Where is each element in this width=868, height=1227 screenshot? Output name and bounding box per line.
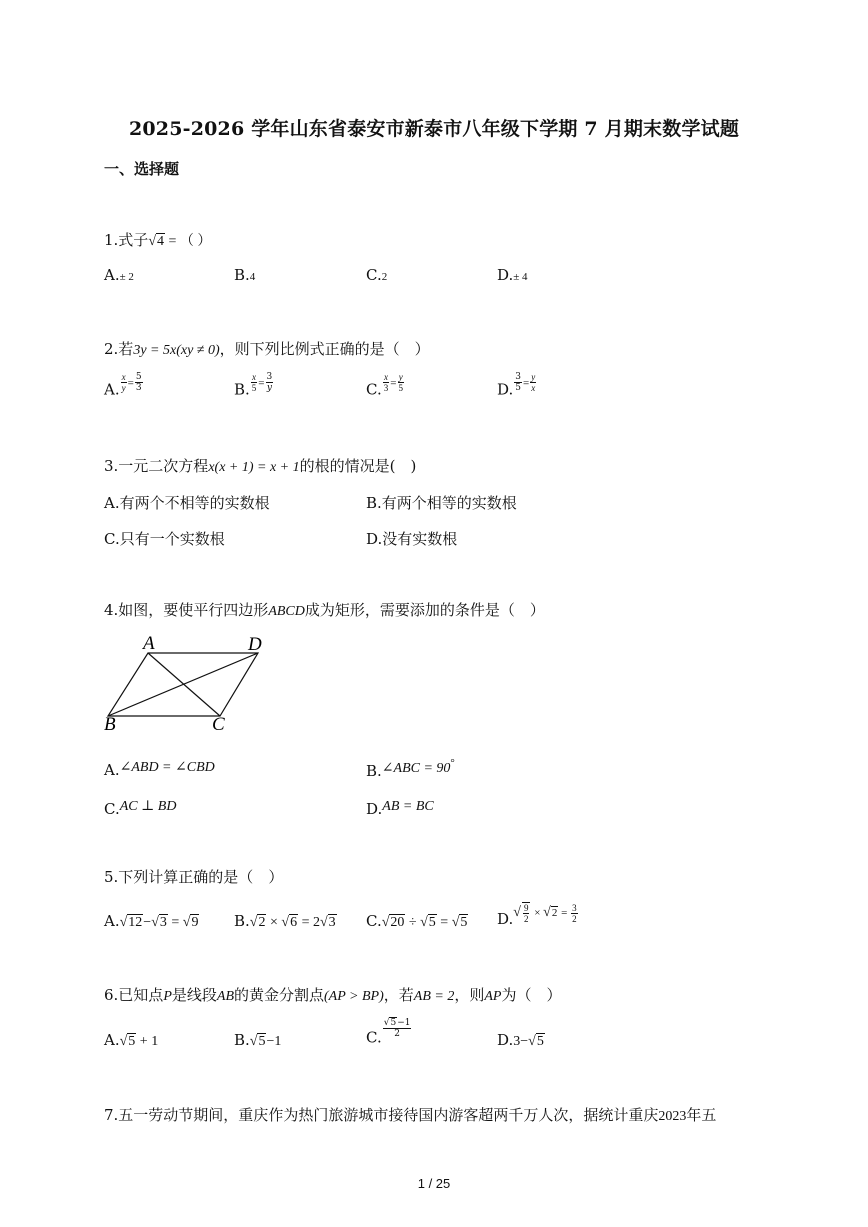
question-1: 1.式子√4 = （ ） — [104, 231, 212, 249]
q3-expression: x(x + 1) = x + 1 — [208, 460, 300, 475]
q2-option-d: D. $\frac{3}{5}$ = $\frac{y}{x}$ — [497, 372, 536, 399]
q1-option-a: A.± 2 — [104, 266, 134, 284]
q4-option-d: D.AB = BC — [366, 799, 434, 818]
q1-option-c: C.2 — [366, 266, 388, 284]
section-heading: 一、选择题 — [104, 160, 180, 178]
question-3: 3.一元二次方程x(x + 1) = x + 1的根的情况是( ) — [104, 457, 417, 475]
question-5: 5.下列计算正确的是（ ） — [104, 868, 284, 886]
q1-option-d: D.± 4 — [497, 266, 528, 284]
q3-option-b: B.有两个相等的实数根 — [366, 494, 517, 512]
question-2: 2.若3y = 5x(xy ≠ 0)，则下列比例式正确的是（ ） — [104, 340, 430, 358]
q3-option-d: D.没有实数根 — [366, 530, 458, 548]
q1-radicand: 4 — [157, 234, 164, 249]
q5-option-b: B.√2 × √6 = 2√3 — [234, 912, 336, 930]
q2-option-a: A. $\frac{x}{y}$ = $\frac{5}{3}$ — [104, 372, 142, 399]
q2-option-c: C. $\frac{x}{3}$ = $\frac{y}{5}$ — [366, 372, 403, 399]
q1-prefix: 1.式子 — [104, 231, 149, 249]
q1-option-b: B.4 — [234, 266, 256, 284]
q6-option-a: A.√5 + 1 — [104, 1031, 159, 1049]
page-title: 2025-2026 学年山东省泰安市新泰市八年级下学期 7 月期末数学试题 — [128, 118, 740, 140]
vertex-label-a: A — [143, 633, 155, 654]
q4-option-a: A.∠ABD = ∠CBD — [104, 760, 215, 779]
vertex-label-b: B — [104, 714, 116, 735]
diagonal-bd — [108, 653, 258, 716]
q4-expression: ABCD — [268, 604, 305, 619]
question-7: 7.五一劳动节期间，重庆作为热门旅游城市接待国内游客超两千万人次，据统计重庆2023年五 — [104, 1106, 717, 1124]
page-number: 1 / 25 — [417, 1176, 451, 1191]
q1-suffix: = （ ） — [165, 234, 212, 249]
q5-option-d: D.√ $\frac{9}{2}$ × √2 = $\frac{3}{2}$ — [497, 902, 577, 929]
q2-expression: 3y = 5x(xy ≠ 0) — [133, 343, 220, 358]
q5-option-a: A.√12−√3 = √9 — [104, 912, 199, 930]
q4-option-b: B.∠ABC = 90° — [366, 757, 455, 780]
question-6: 6.已知点P是线段AB的黄金分割点(AP > BP)，若AB = 2，则AP为（ ） — [104, 986, 562, 1004]
vertex-label-d: D — [248, 634, 262, 655]
q5-option-c: C.√20 ÷ √5 = √5 — [366, 912, 468, 930]
q6-option-b: B.√5−1 — [234, 1031, 282, 1049]
q6-option-c: C. $\frac{√5-1}{2}$ — [366, 1018, 411, 1047]
q2-option-b: B. $\frac{x}{5}$ = $\frac{3}{y}$ — [234, 372, 273, 399]
question-4: 4.如图，要使平行四边形ABCD成为矩形，需要添加的条件是（ ） — [104, 601, 545, 619]
q3-option-c: C.只有一个实数根 — [104, 530, 225, 548]
parallelogram-figure — [100, 630, 275, 735]
q4-option-c: C.AC ⊥ BD — [104, 799, 177, 818]
q3-option-a: A.有两个不相等的实数根 — [104, 494, 270, 512]
q6-option-d: D.3−√5 — [497, 1031, 544, 1049]
vertex-label-c: C — [212, 714, 225, 735]
